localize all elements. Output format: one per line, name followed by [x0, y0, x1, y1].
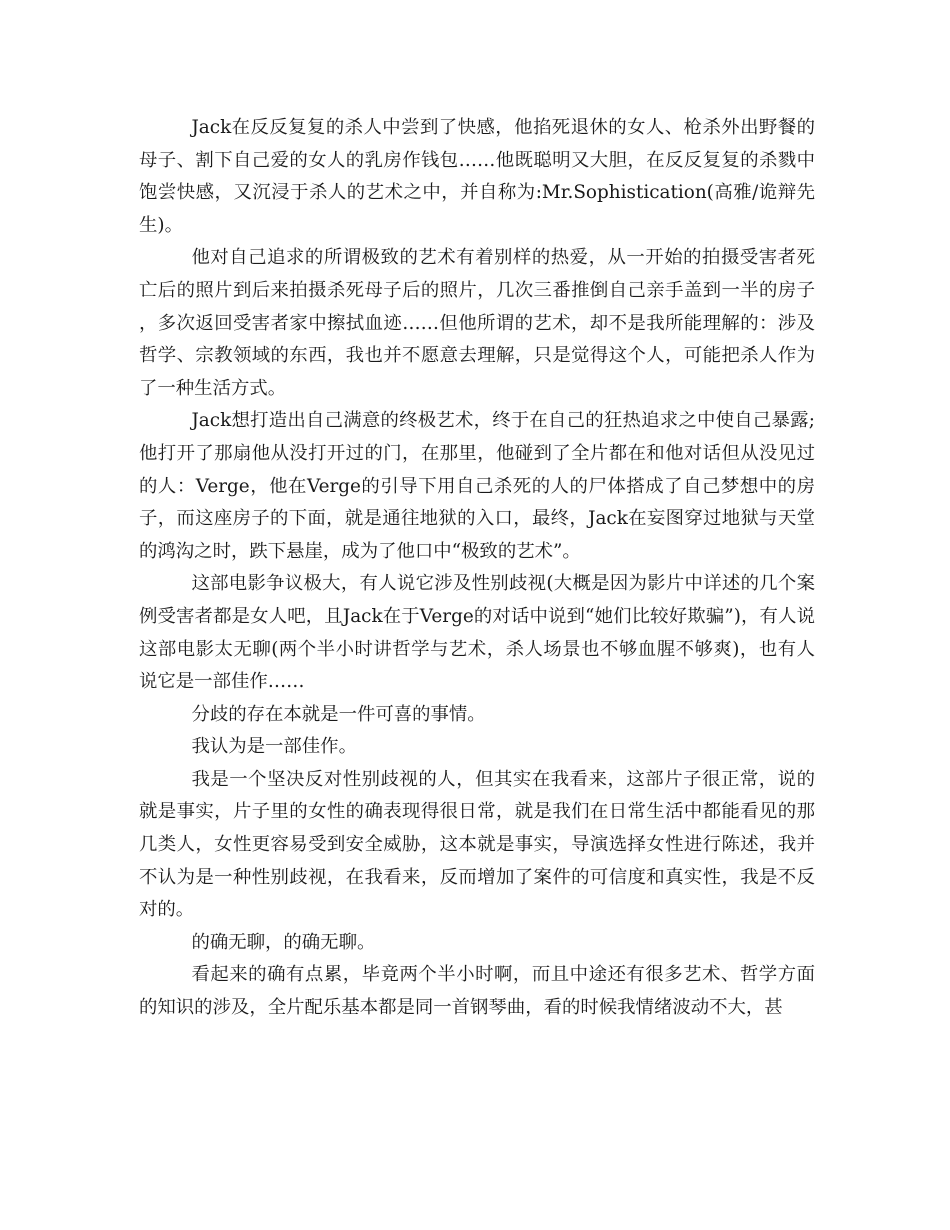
- document-body: [139, 112, 815, 1025]
- paragraph-3: Jack想打造出自己满意的终极艺术，终于在自己的狂热追求之中使自己暴露;他打开了那扇他从没打开过的门，在那里，他碰到了全片都在和他对话但从没见过的人：Verge，他在Verge的引导下用自己杀死的人的尸体搭成了自己梦想中的房子，而这座房子的下面，就是通往地狱的入口，最终，Jack在妄图穿过地狱与天堂的鸿沟之时，跌下悬崖，成为了他口中“极致的艺术”。: [139, 410, 815, 562]
- paragraph-1: Jack在反反复复的杀人中尝到了快感，他掐死退休的女人、枪杀外出野餐的母子、割下自己爱的女人的乳房作钱包……他既聪明又大胆，在反反复复的杀戮中饱尝快感，又沉浸于杀人的艺术之中，并自称为:Mr.Sophistication(高雅/诡辩先生)。: [139, 117, 815, 236]
- paragraph-4: 这部电影争议极大，有人说它涉及性别歧视(大概是因为影片中详述的几个案例受害者都是女人吧，且Jack在于Verge的对话中说到“她们比较好欺骗”)，有人说这部电影太无聊(两个半小时讲哲学与艺术，杀人场景也不够血腥不够爽)，也有人说它是一部佳作……: [139, 573, 815, 693]
- paragraph-6: 我认为是一部佳作。: [191, 736, 357, 758]
- paragraph-7: 我是一个坚决反对性别歧视的人，但其实在我看来，这部片子很正常，说的就是事实，片子里的女性的确表现得很日常，就是我们在日常生活中都能看见的那几类人，女性更容易受到安全威胁，这本就是事实，导演选择女性进行陈述，我并不认为是一种性别歧视，在我看来，反而增加了案件的可信度和真实性，我是不反对的。: [139, 768, 815, 921]
- paragraph-8: 的确无聊，的确无聊。: [191, 931, 376, 953]
- paragraph-9: 看起来的确有点累，毕竟两个半小时啊，而且中途还有很多艺术、哲学方面的知识的涉及，全片配乐基本都是同一首钢琴曲，看的时候我情绪波动不大，甚: [139, 964, 815, 1019]
- paragraph-5: 分歧的存在本就是一件可喜的事情。: [191, 703, 486, 725]
- paragraph-2: 他对自己追求的所谓极致的艺术有着别样的热爱，从一开始的拍摄受害者死亡后的照片到后来拍摄杀死母子后的照片，几次三番推倒自己亲手盖到一半的房子，多次返回受害者家中擦拭血迹……但他所谓的艺术，却不是我所能理解的：涉及哲学、宗教领域的东西，我也并不愿意去理解，只是觉得这个人，可能把杀人作为了一种生活方式。: [139, 247, 815, 399]
